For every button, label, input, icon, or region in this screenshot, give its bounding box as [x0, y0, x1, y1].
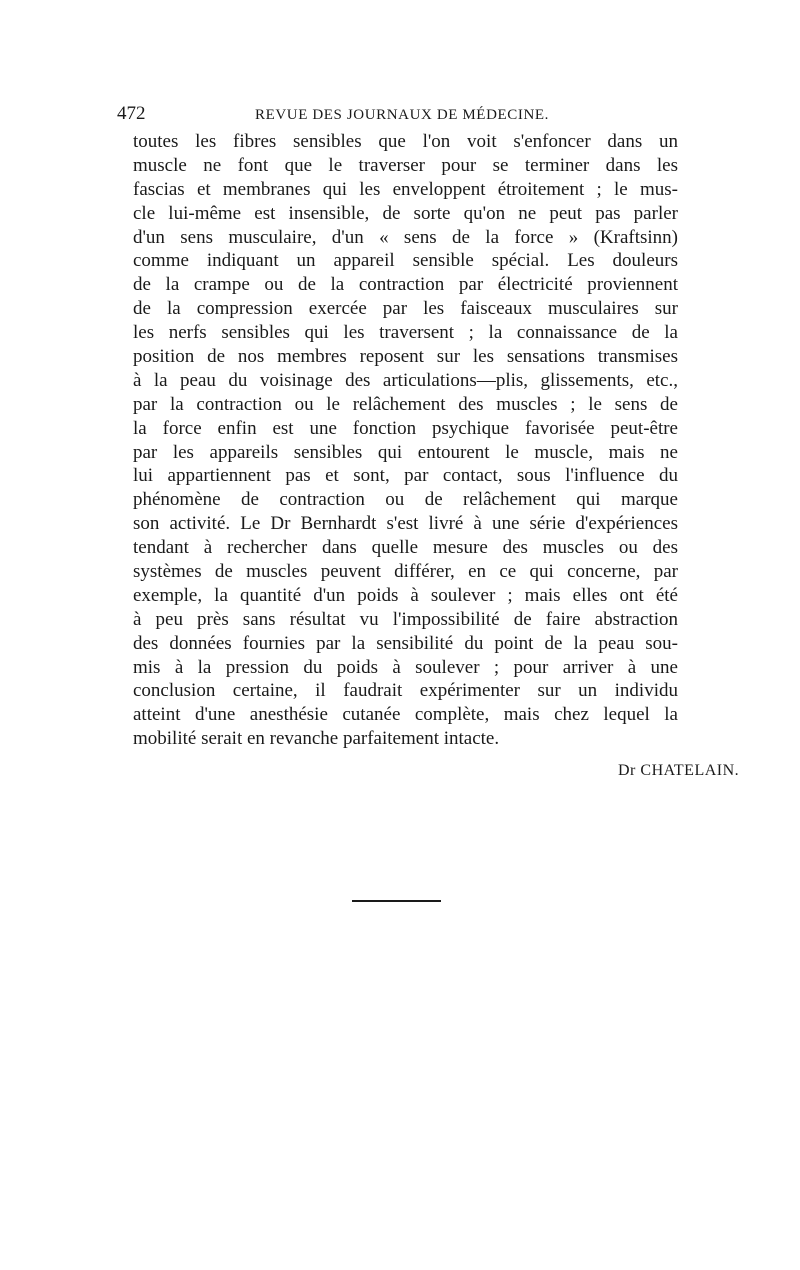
text-line: atteint d'une anesthésie cutanée complète, mais chez lequel la: [133, 704, 678, 726]
text-line: des données fournies par la sensibilité du point de la peau sou-: [133, 632, 678, 654]
text-line: à peu près sans résultat vu l'impossibilité de faire abstraction: [133, 608, 678, 630]
text-line: de la compression exercée par les faisceaux musculaires sur: [133, 298, 678, 320]
page-number: 472: [117, 103, 146, 124]
text-line: par la contraction ou le relâchement des muscles ; le sens de: [133, 393, 678, 415]
text-line: mis à la pression du poids à soulever ; pour arriver à une: [133, 656, 678, 678]
text-line: comme indiquant un appareil sensible spécial. Les douleurs: [133, 250, 678, 272]
text-line: par les appareils sensibles qui entourent le muscle, mais ne: [133, 441, 678, 463]
text-line: conclusion certaine, il faudrait expérimenter sur un individu: [133, 680, 678, 702]
running-title: REVUE DES JOURNAUX DE MÉDECINE.: [255, 107, 550, 123]
text-line: position de nos membres reposent sur les sensations transmises: [133, 346, 678, 368]
signature-title: Dr: [618, 762, 636, 779]
text-line: à la peau du voisinage des articulations—plis, glissements, etc.,: [133, 369, 678, 391]
text-line: fascias et membranes qui les enveloppent étroitement ; le mus-: [133, 178, 678, 200]
text-line: de la crampe ou de la contraction par électricité proviennent: [133, 274, 678, 296]
text-line: d'un sens musculaire, d'un « sens de la force » (Kraftsinn): [133, 226, 678, 248]
text-line: systèmes de muscles peuvent différer, en ce qui concerne, par: [133, 561, 678, 583]
article-body: [133, 130, 678, 751]
text-line: lui appartiennent pas et sont, par contact, sous l'influence du: [133, 465, 678, 487]
text-line: toutes les fibres sensibles que l'on voit s'enfoncer dans un: [133, 131, 678, 152]
text-line: les nerfs sensibles qui les traversent ; la connaissance de la: [133, 322, 678, 344]
text-line: muscle ne font que le traverser pour se terminer dans les: [133, 154, 678, 176]
section-divider: [352, 900, 441, 902]
text-line: tendant à rechercher dans quelle mesure des muscles ou des: [133, 537, 678, 559]
text-line: phénomène de contraction ou de relâchement qui marque: [133, 489, 678, 511]
text-line: mobilité serait en revanche parfaitement intacte.: [133, 728, 500, 750]
text-line: son activité. Le Dr Bernhardt s'est livré à une série d'expériences: [133, 513, 678, 535]
text-line: la force enfin est une fonction psychique favorisée peut-être: [133, 417, 678, 439]
running-head: [117, 101, 682, 127]
text-line: exemple, la quantité d'un poids à soulever ; mais elles ont été: [133, 584, 678, 606]
author-signature: [618, 758, 739, 784]
signature-name: CHATELAIN.: [640, 762, 740, 779]
text-line: cle lui-même est insensible, de sorte qu'on ne peut pas parler: [133, 202, 678, 224]
